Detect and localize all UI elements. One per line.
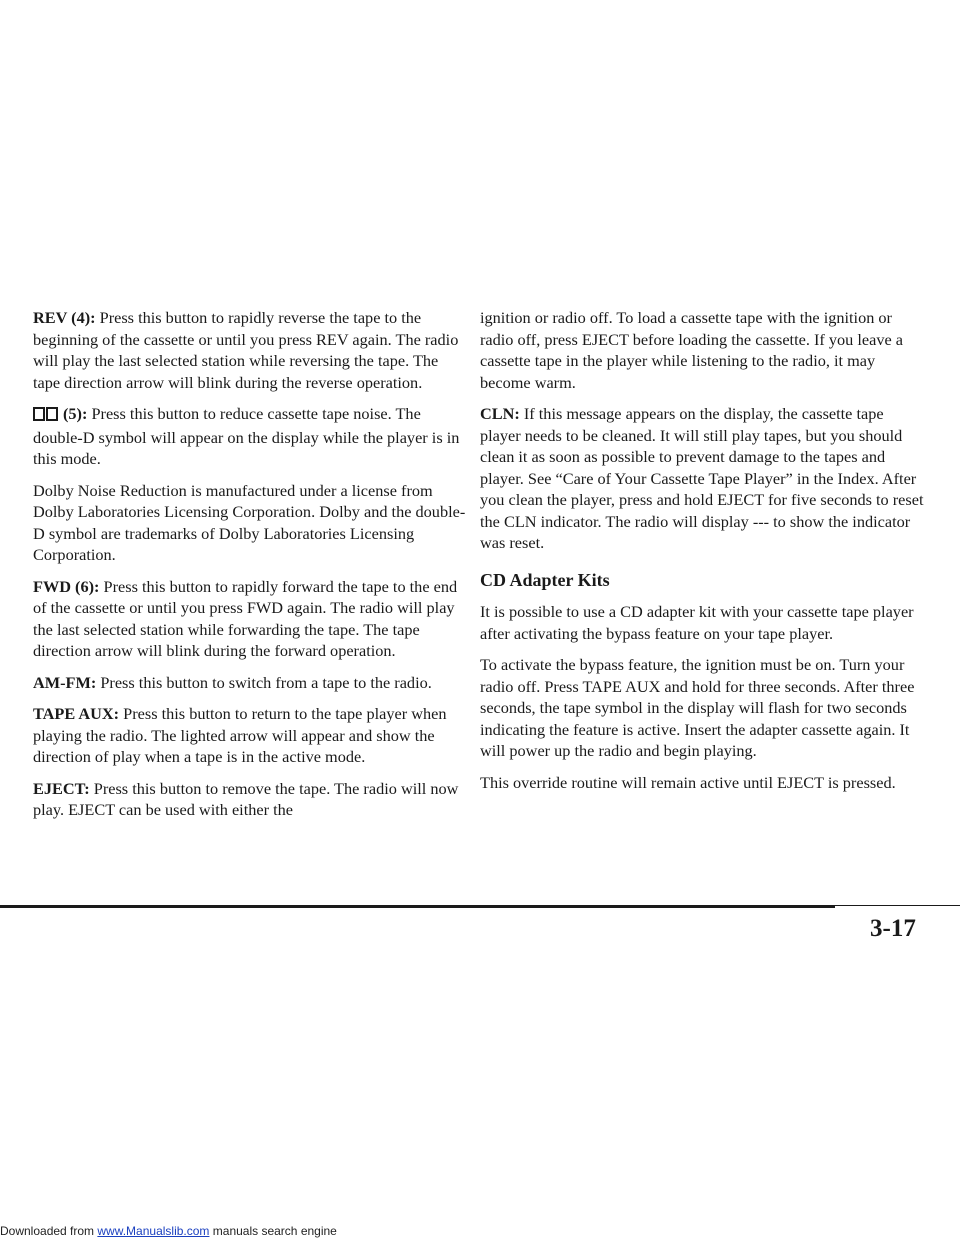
- eject-text: Press this button to remove the tape. The radio will now play. EJECT can be used with either the: [33, 778, 459, 819]
- fwd-paragraph: [33, 576, 468, 662]
- dolby-paragraph: [33, 403, 468, 470]
- page-number: 3-17: [870, 915, 916, 942]
- cln-paragraph: [480, 403, 925, 554]
- cln-text: If this message appears on the display, the cassette tape player needs to be cleaned. It will still play tapes, but you should clean it as soon as possible to prevent damage to the tapes and player. See “Care of Your Cassette Tape Player” in the Index. After you clean the player, press and hold EJECT for five seconds to reset the CLN indicator. The radio will display --- to show the indicator was reset.: [480, 404, 924, 552]
- footer-prefix: Downloaded from: [0, 1224, 98, 1238]
- tapeaux-paragraph: [33, 703, 468, 768]
- cd-paragraph-2: To activate the bypass feature, the ignition must be on. Turn your radio off. Press TAPE AUX and hold for three seconds. After three seconds, the tape symbol in the display will flash for two seconds indicating the feature is active. Insert the adapter cassette again. It will power up the radio and begin playing.: [480, 655, 915, 760]
- rev-text: Press this button to rapidly reverse the tape to the beginning of the cassette or until you press REV again. The radio will play the last selected station while reversing the tape. The tape direction arrow will blink during the reverse operation.: [33, 308, 459, 392]
- cd-adapter-heading: CD Adapter Kits: [480, 569, 610, 590]
- fwd-text: Press this button to rapidly forward the tape to the end of the cassette or until you press FWD again. The radio will play the last selected station while forwarding the tape. The tape direction arrow will blink during the forward operation.: [33, 576, 458, 660]
- license-paragraph: Dolby Noise Reduction is manufactured under a license from Dolby Laboratories Licensing Corporation. Dolby and the double-D symbol are trademarks of Dolby Laboratories Licensing Corporation.: [33, 480, 466, 564]
- amfm-term: AM-FM:: [33, 672, 97, 692]
- footer-rule-thin: [834, 905, 960, 906]
- left-column: [33, 307, 468, 831]
- tapeaux-term: TAPE AUX:: [33, 704, 120, 723]
- footer-rule: [0, 905, 835, 908]
- cd-paragraph-1: It is possible to use a CD adapter kit with your cassette tape player after activating the bypass feature on your tape player.: [480, 602, 914, 643]
- cd-paragraph-3: This override routine will remain active until EJECT is pressed.: [480, 772, 896, 792]
- fwd-term: FWD (6):: [33, 576, 100, 596]
- eject-continuation: ignition or radio off. To load a cassette tape with the ignition or radio off, press EJECT before loading the cassette. If you leave a cassette tape in the player while listening to the radio, it may become warm.: [480, 308, 904, 392]
- dolby-text: Press this button to reduce cassette tape noise. The double-D symbol will appear on the display while the player is in this mode.: [33, 404, 460, 468]
- cln-term: CLN:: [480, 404, 520, 423]
- manualslib-link[interactable]: www.Manualslib.com: [97, 1224, 210, 1238]
- amfm-paragraph: [33, 672, 468, 694]
- eject-term: EJECT:: [33, 778, 90, 798]
- rev-term: REV (4):: [33, 308, 96, 327]
- rev-paragraph: [33, 307, 468, 393]
- right-column: [480, 307, 925, 803]
- dolby-term: (5):: [63, 404, 88, 423]
- eject-paragraph: [33, 778, 468, 821]
- amfm-text: Press this button to switch from a tape to the radio.: [96, 672, 432, 692]
- footer-suffix: manuals search engine: [209, 1224, 337, 1238]
- tapeaux-text: Press this button to return to the tape player when playing the radio. The lighted arrow will appear and show the direction of play when a tape is in the active mode.: [33, 704, 447, 766]
- download-footer: [0, 1224, 337, 1238]
- dolby-double-d-icon: [33, 405, 59, 427]
